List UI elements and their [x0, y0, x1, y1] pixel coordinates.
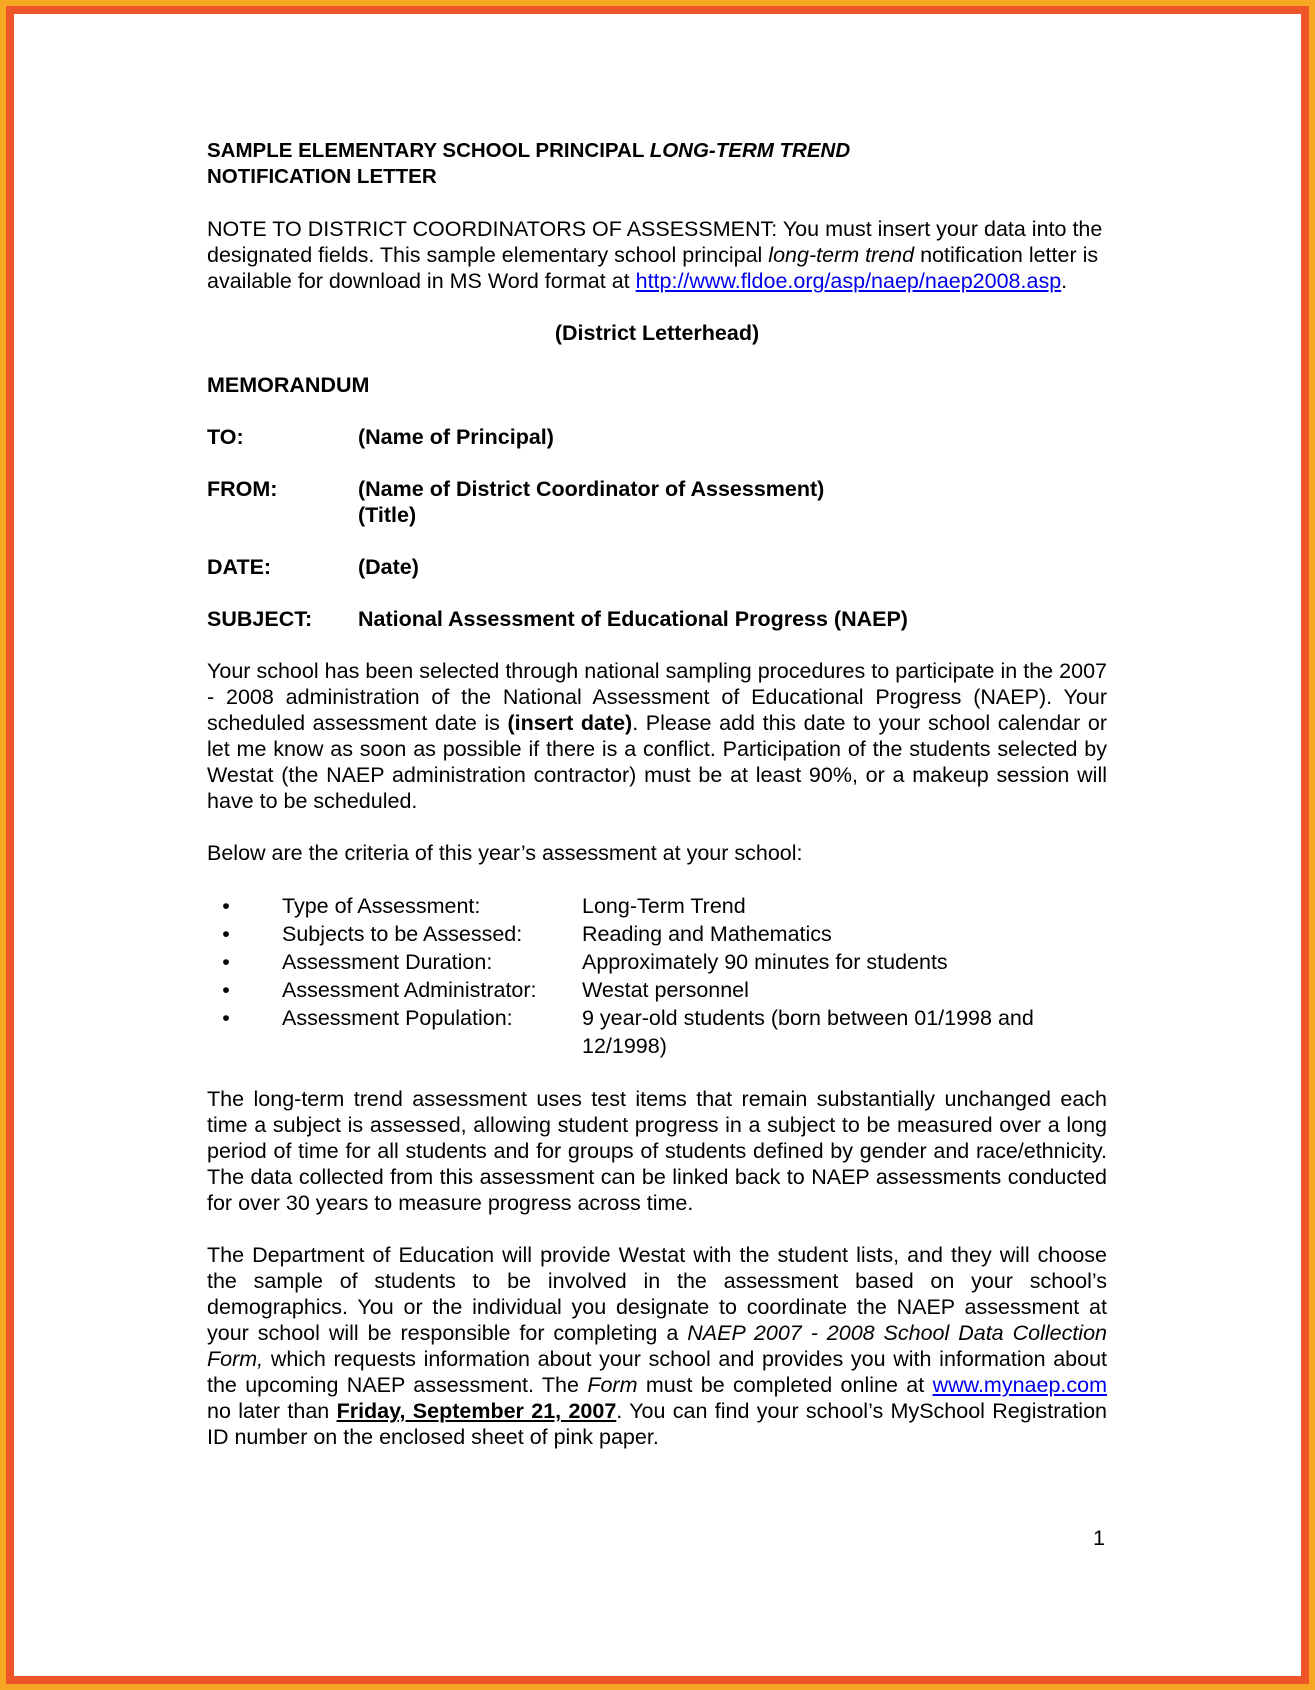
- para3-text-1: The Department of Education will provide Westat with the student lists, and they will choose the sample of students to be involved in the assessment based on your school’s demographics. You or the individual you designate to coordinate the NAEP assessment at your school will be responsible for completing a: [207, 1243, 1107, 1345]
- bullet-icon: •: [222, 1006, 230, 1030]
- paragraph-department: [207, 1242, 1107, 1450]
- date-label: DATE:: [207, 555, 272, 579]
- insert-date-placeholder: (insert date): [507, 711, 633, 735]
- title-line2: NOTIFICATION LETTER: [207, 165, 437, 188]
- list-item: [207, 892, 1107, 920]
- to-label: TO:: [207, 425, 244, 449]
- para3-form-italic: Form: [587, 1373, 638, 1397]
- from-row: [207, 476, 1107, 528]
- fldoe-link[interactable]: http://www.fldoe.org/asp/naep/naep2008.asp: [635, 269, 1062, 293]
- from-name: (Name of District Coordinator of Assessment): [358, 477, 825, 501]
- bullet-icon: •: [222, 922, 230, 946]
- subject-value: National Assessment of Educational Progress (NAEP): [358, 607, 908, 631]
- coordinator-note: [207, 216, 1107, 294]
- page-number: 1: [1093, 1526, 1105, 1550]
- mynaep-link[interactable]: www.mynaep.com: [932, 1373, 1108, 1397]
- criteria-value: Long-Term Trend: [582, 894, 746, 918]
- para3-text-4: no later than: [207, 1399, 337, 1423]
- paragraph-selection: [207, 658, 1107, 814]
- title-line1: SAMPLE ELEMENTARY SCHOOL PRINCIPAL: [207, 139, 650, 162]
- para3-text-5: . You can find your school’s MySchool Registration ID number on the enclosed sheet of pink paper.: [207, 1399, 1107, 1449]
- note-text-1: NOTE TO DISTRICT COORDINATORS OF ASSESSMENT: You must insert your data into the designated fields. This sample elementary school principal: [207, 217, 1103, 267]
- bullet-icon: •: [222, 978, 230, 1002]
- para1-text-1: Your school has been selected through national sampling procedures to participate in the 2007 - 2008 administration of the National Assessment of Educational Progress (NAEP). Your scheduled assessment date is: [207, 659, 1107, 735]
- note-text-2: notification letter is available for download in MS Word format at: [207, 243, 1099, 293]
- list-item: [207, 948, 1107, 976]
- from-value: [358, 476, 1107, 528]
- criteria-label: Assessment Duration:: [282, 950, 493, 974]
- deadline-date: Friday, September 21, 2007: [336, 1399, 617, 1423]
- criteria-value: Reading and Mathematics: [582, 922, 832, 946]
- criteria-label: Subjects to be Assessed:: [282, 922, 523, 946]
- criteria-value: Westat personnel: [582, 978, 749, 1002]
- criteria-label: Type of Assessment:: [282, 894, 481, 918]
- bullet-icon: •: [222, 894, 230, 918]
- criteria-label: Assessment Administrator:: [282, 978, 537, 1002]
- para3-form-name: NAEP 2007 - 2008 School Data Collection Form,: [207, 1321, 1107, 1371]
- to-value: (Name of Principal): [358, 425, 554, 449]
- memorandum-heading: MEMORANDUM: [207, 373, 370, 397]
- document-title: [207, 138, 1107, 190]
- date-value: (Date): [358, 555, 419, 579]
- criteria-value: Approximately 90 minutes for students: [582, 950, 948, 974]
- note-italic: long-term trend: [768, 243, 915, 267]
- to-row: [207, 424, 1107, 450]
- note-end: .: [1061, 269, 1068, 293]
- paragraph-long-term-trend: The long-term trend assessment uses test items that remain substantially unchanged each time a subject is assessed, allowing student progress in a subject to be measured over a long period of time for all students and for groups of students defined by gender and race/ethnicity. The data collected from this assessment can be linked back to NAEP assessments conducted for over 30 years to measure progress across time.: [207, 1087, 1107, 1215]
- para3-text-3: must be completed online at: [637, 1373, 933, 1397]
- list-item: [207, 920, 1107, 948]
- list-item: [207, 1004, 1107, 1060]
- bullet-icon: •: [222, 950, 230, 974]
- subject-label: SUBJECT:: [207, 607, 313, 631]
- para3-text-2: which requests information about your school and provides you with information about the upcoming NAEP assessment. The: [207, 1347, 1107, 1397]
- title-line1-italic: LONG-TERM TREND: [649, 139, 851, 162]
- criteria-label: Assessment Population:: [282, 1006, 513, 1030]
- criteria-intro: Below are the criteria of this year’s assessment at your school:: [207, 841, 803, 865]
- para1-text-2: . Please add this date to your school calendar or let me know as soon as possible if there is a conflict. Participation of the students selected by Westat (the NAEP administration contractor) must be at least 90%, or a makeup session will have to be scheduled.: [207, 711, 1107, 813]
- from-title: (Title): [358, 503, 417, 527]
- document-page: [207, 138, 1107, 1450]
- subject-row: [207, 606, 1107, 632]
- criteria-value: 9 year-old students (born between 01/1998 and 12/1998): [582, 1006, 1034, 1058]
- from-label: FROM:: [207, 477, 278, 501]
- list-item: [207, 976, 1107, 1004]
- criteria-list: [207, 892, 1107, 1060]
- date-row: [207, 554, 1107, 580]
- district-letterhead: (District Letterhead): [554, 321, 760, 345]
